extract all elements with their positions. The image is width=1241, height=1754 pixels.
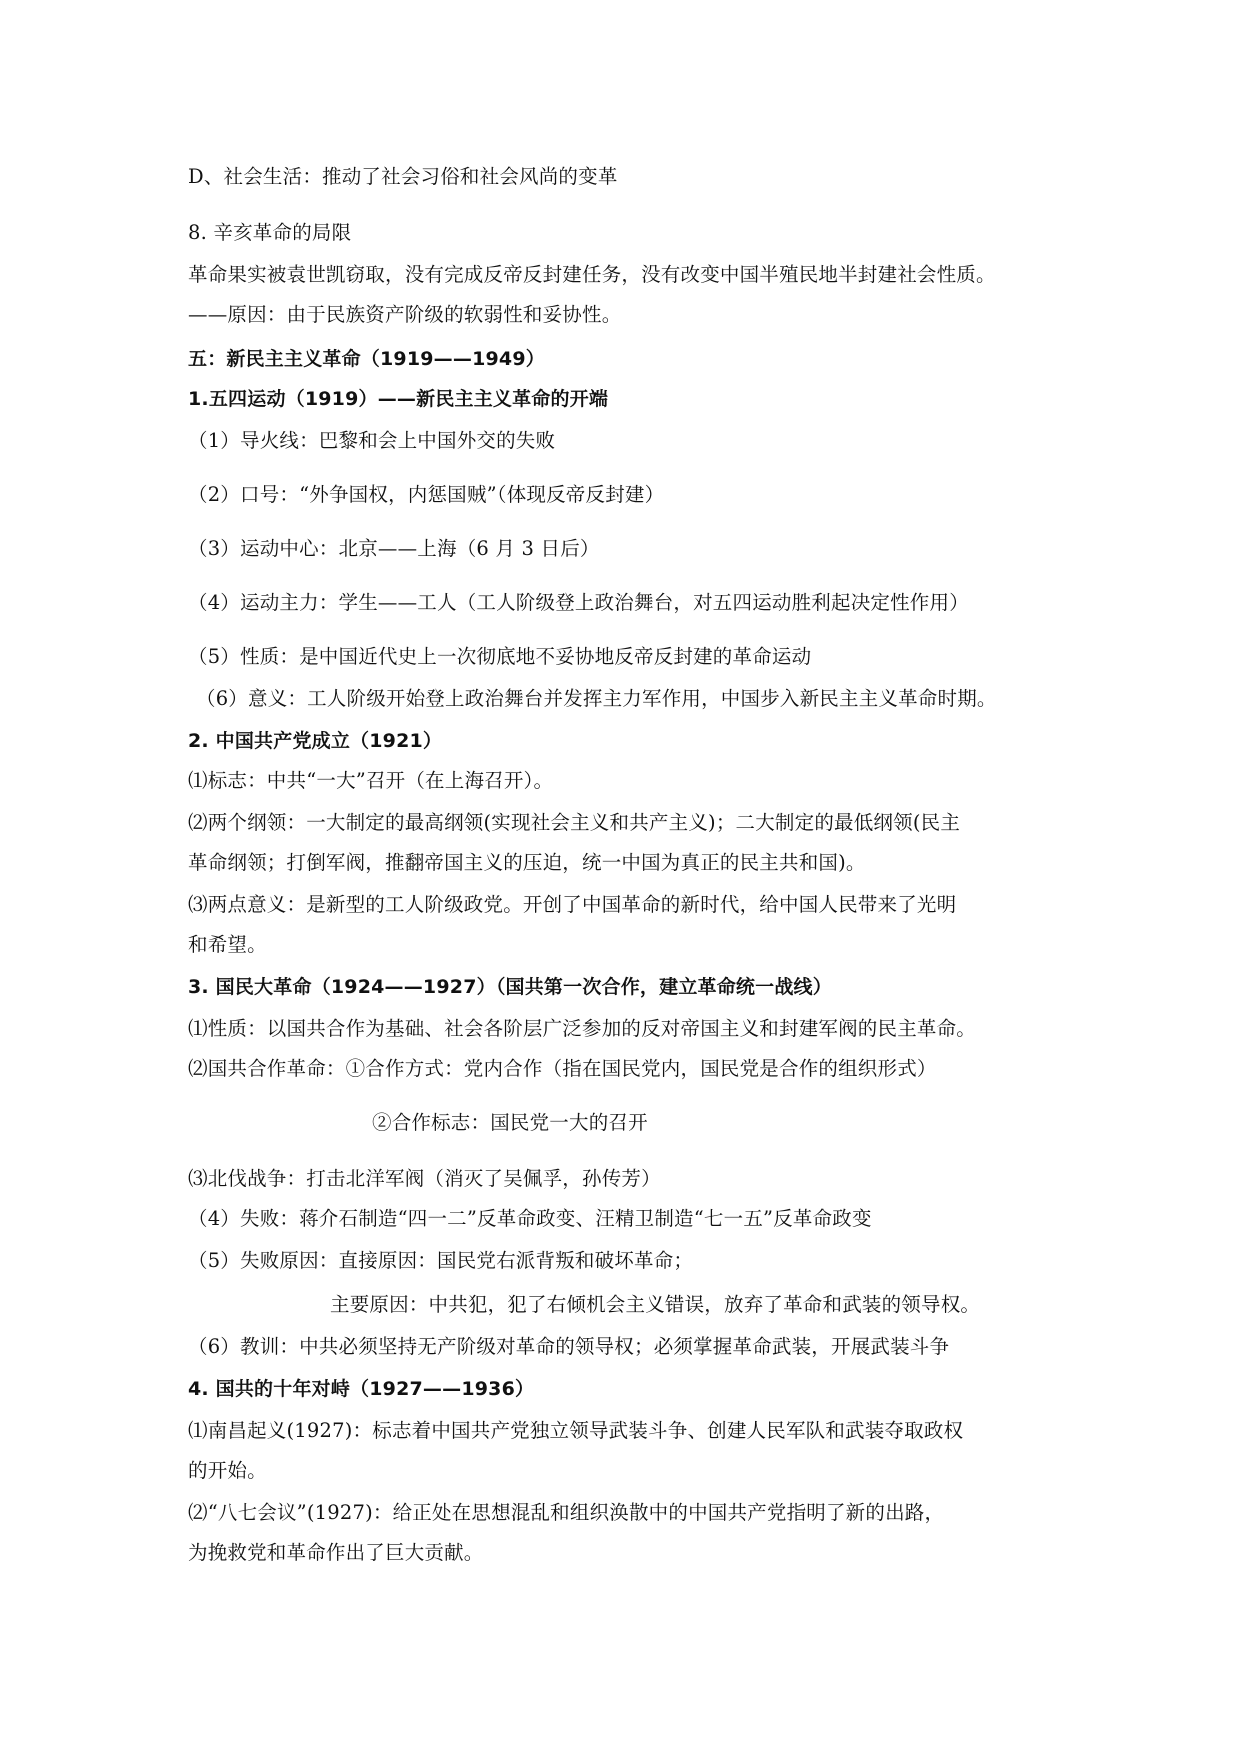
text-line: （6）意义：工人阶级开始登上政治舞台并发挥主力军作用，中国步入新民主主义革命时期。 (196, 687, 997, 710)
text-line: （6）教训：中共必须坚持无产阶级对革命的领导权；必须掌握革命武装，开展武装斗争 (188, 1335, 950, 1358)
text-line: ⑵国共合作革命：①合作方式：党内合作（指在国民党内，国民党是合作的组织形式） (188, 1057, 937, 1080)
text-line: 主要原因：中共犯，犯了右倾机会主义错误，放弃了革命和武装的领导权。 (330, 1293, 981, 1316)
text-line: （2）口号：“外争国权，内惩国贼”（体现反帝反封建） (188, 483, 665, 506)
section-heading-8: 8. 辛亥革命的局限 (188, 221, 352, 244)
text-line: D、社会生活：推动了社会习俗和社会风尚的变革 (188, 165, 618, 188)
text-line: （4）失败：蒋介石制造“四一二”反革命政变、汪精卫制造“七一五”反革命政变 (188, 1207, 872, 1230)
text-line: 的开始。 (188, 1459, 267, 1482)
text-line: ⑶北伐战争：打击北洋军阀（消灭了吴佩孚，孙传芳） (188, 1167, 661, 1190)
text-line: （4）运动主力：学生——工人（工人阶级登上政治舞台，对五四运动胜利起决定性作用） (188, 591, 969, 614)
text-line: （3）运动中心：北京——上海（6 月 3 日后） (188, 537, 600, 560)
text-line: ⑵“八七会议”(1927)：给正处在思想混乱和组织涣散中的中国共产党指明了新的出路， (188, 1501, 945, 1524)
text-line: 和希望。 (188, 933, 267, 956)
section-heading-4: 4. 国共的十年对峙（1927——1936） (188, 1378, 535, 1400)
text-line: 为挽救党和革命作出了巨大贡献。 (188, 1541, 484, 1564)
section-heading-1: 1.五四运动（1919）——新民主主义革命的开端 (188, 388, 609, 410)
text-line: ——原因：由于民族资产阶级的软弱性和妥协性。 (188, 303, 622, 326)
text-line: 革命纲领；打倒军阀，推翻帝国主义的压迫，统一中国为真正的民主共和国)。 (188, 851, 866, 874)
text-line: ⑴标志：中共“一大”召开（在上海召开）。 (188, 769, 554, 792)
text-line: ②合作标志：国民党一大的召开 (372, 1111, 648, 1134)
text-line: ⑴南昌起义(1927)：标志着中国共产党独立领导武装斗争、创建人民军队和武装夺取政权 (188, 1419, 964, 1442)
text-line: ⑴性质：以国共合作为基础、社会各阶层广泛参加的反对帝国主义和封建军阀的民主革命。 (188, 1017, 977, 1040)
text-line: ⑵两个纲领：一大制定的最高纲领(实现社会主义和共产主义)；二大制定的最低纲领(民主 (188, 811, 961, 834)
section-heading-2: 2. 中国共产党成立（1921） (188, 730, 443, 752)
text-line: （1）导火线：巴黎和会上中国外交的失败 (188, 429, 556, 452)
chapter-heading-5: 五：新民主主义革命（1919——1949） (188, 348, 545, 370)
text-line: 革命果实被袁世凯窃取，没有完成反帝反封建任务，没有改变中国半殖民地半封建社会性质。 (188, 263, 996, 286)
text-line: ⑶两点意义：是新型的工人阶级政党。开创了中国革命的新时代，给中国人民带来了光明 (188, 893, 957, 916)
text-line: （5）失败原因：直接原因：国民党右派背叛和破坏革命； (188, 1249, 694, 1272)
section-heading-3: 3. 国民大革命（1924——1927）（国共第一次合作，建立革命统一战线） (188, 976, 832, 998)
text-line: （5）性质：是中国近代史上一次彻底地不妥协地反帝反封建的革命运动 (188, 645, 812, 668)
